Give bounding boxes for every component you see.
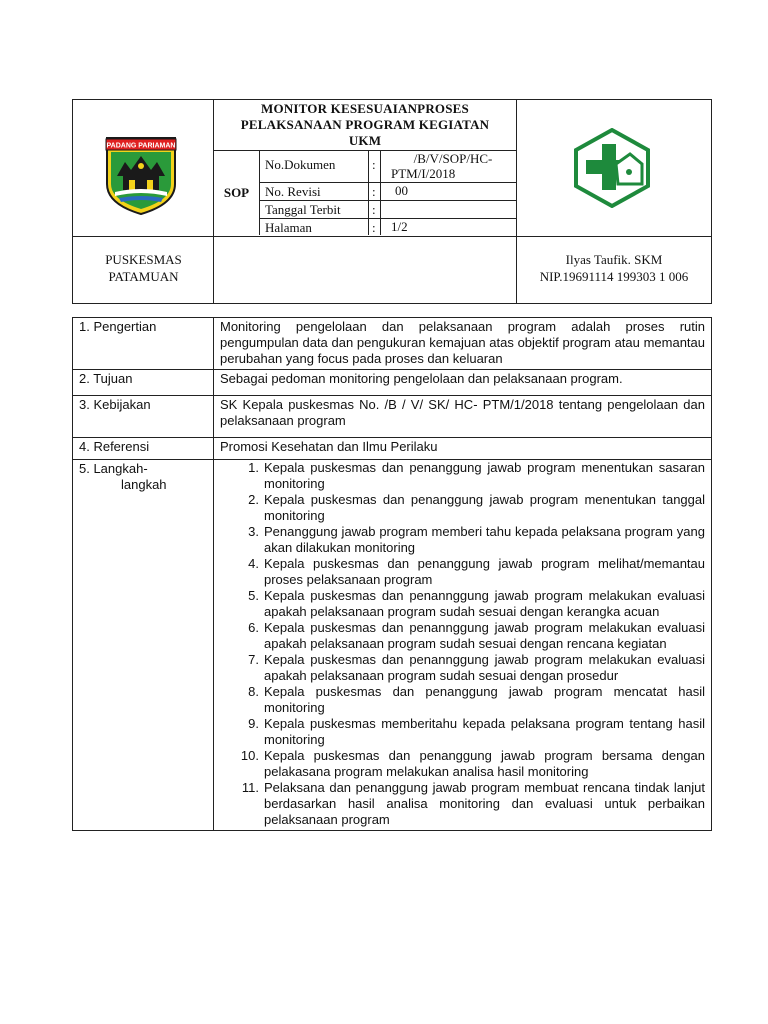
svg-text:PADANG PARIAMAN: PADANG PARIAMAN bbox=[106, 142, 176, 150]
step-number: 3. bbox=[248, 524, 259, 539]
step-number: 7. bbox=[248, 652, 259, 667]
meta-value-line: PTM/I/2018 bbox=[391, 166, 456, 181]
list-item bbox=[236, 780, 705, 828]
section-text: Promosi Kesehatan dan Ilmu Perilaku bbox=[214, 438, 712, 460]
list-item bbox=[236, 524, 705, 556]
section-label bbox=[73, 460, 214, 831]
section-label: 1. Pengertian bbox=[73, 318, 214, 370]
signer-name: Ilyas Taufik. SKM bbox=[565, 252, 663, 267]
section-text: Monitoring pengelolaan dan pelaksanaan program adalah proses rutin pengumpulan data dan pengukuran kemajuan atas objektif program atau memantau perubahan yang focus pada proses dan keluaran bbox=[214, 318, 712, 370]
step-number: 9. bbox=[248, 716, 259, 731]
header-divider bbox=[259, 200, 516, 201]
meta-label-no-revisi: No. Revisi bbox=[265, 184, 321, 199]
step-text: Kepala puskesmas dan penannggung jawab program melakukan evaluasi apakah pelaksanaan program sudah sesuai dengan prosedur bbox=[264, 652, 705, 683]
step-text: Kepala puskesmas dan penannggung jawab program melakukan evaluasi apakah pelaksanaan program sudah sesuai dengan rencana kegiatan bbox=[264, 620, 705, 651]
title-line: PELAKSANAAN PROGRAM KEGIATAN bbox=[240, 117, 490, 132]
meta-value-no-dokumen bbox=[391, 151, 515, 181]
meta-separator: : bbox=[372, 220, 376, 235]
sop-content-table bbox=[72, 317, 712, 831]
organization-line: PUSKESMAS bbox=[105, 252, 182, 267]
list-item bbox=[236, 620, 705, 652]
header-divider bbox=[259, 218, 516, 219]
meta-value-halaman: 1/2 bbox=[391, 219, 408, 234]
header-divider bbox=[259, 182, 516, 183]
right-logo-cell bbox=[516, 100, 712, 236]
list-item bbox=[236, 556, 705, 588]
sop-header-table bbox=[72, 99, 712, 304]
step-number: 1. bbox=[248, 460, 259, 475]
title-line: UKM bbox=[348, 133, 382, 148]
section-label-line: 5. Langkah- bbox=[79, 461, 148, 476]
list-item bbox=[236, 748, 705, 780]
list-item bbox=[236, 684, 705, 716]
section-label: 2. Tujuan bbox=[73, 370, 214, 396]
title-line: MONITOR KESESUAIANPROSES bbox=[261, 101, 469, 116]
step-text: Pelaksana dan penanggung jawab program membuat rencana tindak lanjut berdasarkan hasil analisa monitoring dan evaluasi untuk perbaikan pelaksanaan program bbox=[264, 780, 705, 827]
signer-nip: NIP.19691114 199303 1 006 bbox=[539, 269, 689, 284]
step-text: Kepala puskesmas dan penanggung jawab program bersama dengan pelakasana program melakukan analisa hasil monitoring bbox=[264, 748, 705, 779]
step-number: 2. bbox=[248, 492, 259, 507]
step-number: 10. bbox=[240, 748, 259, 763]
meta-value-no-revisi: 00 bbox=[395, 183, 408, 198]
list-item bbox=[236, 588, 705, 620]
meta-label-halaman: Halaman bbox=[265, 220, 312, 235]
meta-label-no-dokumen: No.Dokumen bbox=[265, 157, 336, 172]
steps-list bbox=[236, 460, 705, 828]
header-divider bbox=[380, 150, 381, 235]
padang-pariaman-crest-icon bbox=[103, 136, 179, 216]
document-title bbox=[214, 100, 516, 150]
organization-line: PATAMUAN bbox=[108, 269, 179, 284]
table-row bbox=[73, 396, 712, 438]
step-text: Kepala puskesmas dan penanggung jawab program mencatat hasil monitoring bbox=[264, 684, 705, 715]
step-number: 5. bbox=[248, 588, 259, 603]
list-item bbox=[236, 492, 705, 524]
meta-separator: : bbox=[372, 184, 376, 199]
table-row bbox=[73, 318, 712, 370]
header-divider bbox=[368, 150, 369, 235]
list-item bbox=[236, 460, 705, 492]
step-text: Kepala puskesmas dan penanggung jawab program menentukan sasaran monitoring bbox=[264, 460, 705, 491]
section-label: 4. Referensi bbox=[73, 438, 214, 460]
step-number: 11. bbox=[241, 780, 259, 795]
step-number: 8. bbox=[248, 684, 259, 699]
table-row bbox=[73, 370, 712, 396]
meta-value-line: /B/V/SOP/HC- bbox=[413, 151, 493, 166]
header-divider bbox=[73, 236, 711, 237]
puskesmas-cross-house-icon bbox=[572, 128, 652, 208]
meta-label-tanggal-terbit: Tanggal Terbit bbox=[265, 202, 341, 217]
step-number: 6. bbox=[248, 620, 259, 635]
section-label: 3. Kebijakan bbox=[73, 396, 214, 438]
table-row bbox=[73, 438, 712, 460]
meta-separator: : bbox=[372, 157, 376, 172]
step-text: Penanggung jawab program memberi tahu kepada pelaksana program yang akan dilakukan monitoring bbox=[264, 524, 705, 555]
meta-separator: : bbox=[372, 202, 376, 217]
list-item bbox=[236, 652, 705, 684]
section-text: Sebagai pedoman monitoring pengelolaan dan pelaksanaan program. bbox=[214, 370, 712, 396]
step-text: Kepala puskesmas dan penanggung jawab program menentukan tanggal monitoring bbox=[264, 492, 705, 523]
sop-label: SOP bbox=[223, 185, 250, 200]
table-row bbox=[73, 460, 712, 831]
step-text: Kepala puskesmas memberitahu kepada pelaksana program tentang hasil monitoring bbox=[264, 716, 705, 747]
steps-cell bbox=[214, 460, 712, 831]
step-text: Kepala puskesmas dan penanggung jawab program melihat/memantau proses pelaksanaan program bbox=[264, 556, 705, 587]
section-label-line: langkah bbox=[121, 477, 167, 492]
list-item bbox=[236, 716, 705, 748]
organization-name bbox=[73, 251, 214, 285]
signer-block bbox=[516, 251, 712, 285]
step-number: 4. bbox=[248, 556, 259, 571]
header-divider bbox=[259, 150, 260, 235]
section-text: SK Kepala puskesmas No. /B / V/ SK/ HC- PTM/1/2018 tentang pengelolaan dan pelaksanaan program bbox=[214, 396, 712, 438]
step-text: Kepala puskesmas dan penannggung jawab program melakukan evaluasi apakah pelaksanaan program sudah sesuai dengan kerangka acuan bbox=[264, 588, 705, 619]
